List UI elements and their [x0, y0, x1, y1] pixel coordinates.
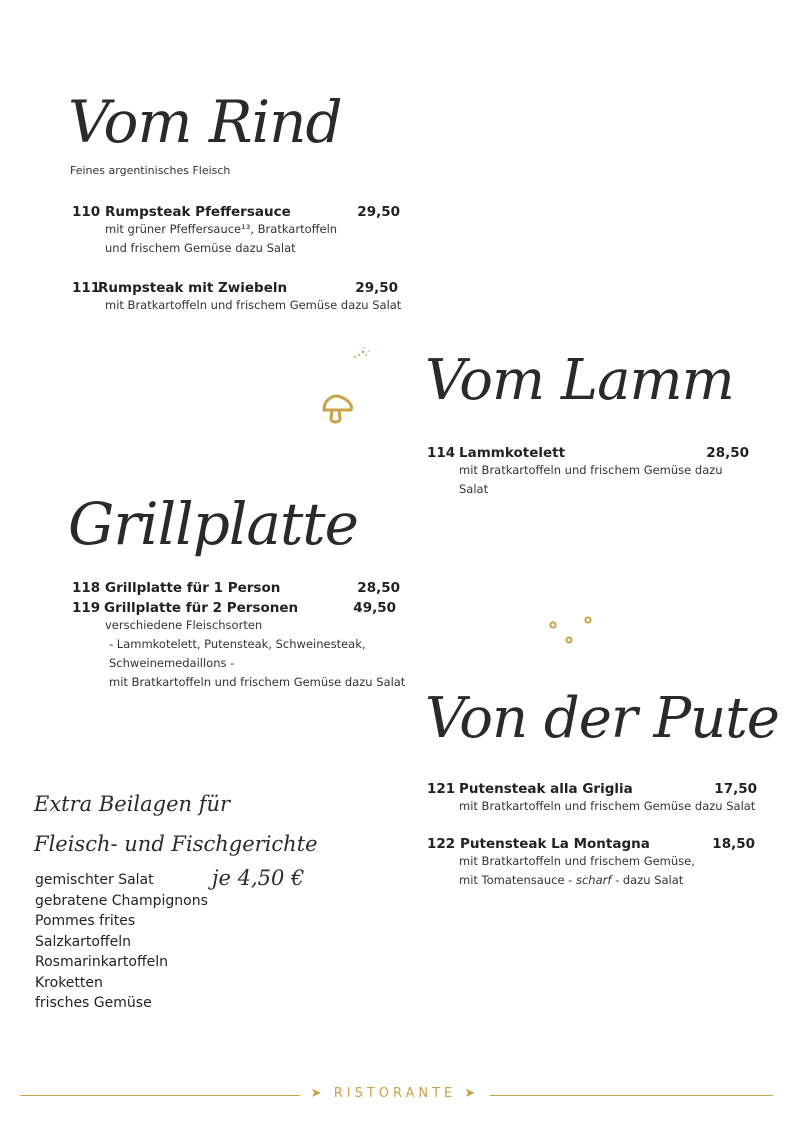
item-description: verschiedene Fleischsorten: [105, 618, 263, 632]
section-title-grill: Grillplatte: [68, 490, 358, 558]
menu-item-122: [427, 836, 755, 890]
footer-brand: [300, 1086, 490, 1101]
item-name: Lammkotelett: [459, 445, 566, 461]
item-price: 17,50: [714, 781, 757, 797]
menu-item-119: [72, 600, 412, 692]
item-number: 118: [72, 580, 101, 596]
item-description: mit grüner Pfeffersauce¹³, Bratkartoffeln: [105, 222, 338, 236]
item-name: Putensteak La Montagna: [460, 836, 650, 852]
sparkle-icon: [352, 346, 374, 360]
menu-item-121: [427, 781, 757, 816]
section-subtitle-rind: Feines argentinisches Fleisch: [70, 164, 231, 177]
mushroom-icon: [320, 392, 356, 426]
item-name: Grillplatte für 2 Personen: [104, 600, 299, 616]
item-number: 119: [72, 600, 101, 616]
ring-icon: [545, 612, 595, 646]
list-item: Kroketten: [35, 974, 103, 991]
item-name: Putensteak alla Griglia: [459, 781, 633, 797]
sides-price: je 4,50 €: [212, 866, 305, 890]
sides-subtitle: Fleisch- und Fischgerichte: [34, 832, 318, 856]
list-item: gemischter Salat: [35, 872, 154, 888]
item-description: Schweinemedaillons -: [109, 656, 235, 670]
item-number: 121: [427, 781, 456, 797]
section-title-pute: Von der Pute: [425, 686, 779, 751]
item-price: 18,50: [712, 836, 755, 852]
item-description: mit Bratkartoffeln und frischem Gemüse dazu Salat: [459, 463, 723, 496]
item-description: mit Bratkartoffeln und frischem Gemüse,: [459, 854, 695, 868]
list-item: Rosmarinkartoffeln: [35, 954, 168, 970]
menu-item-110: [72, 204, 400, 258]
item-price: 49,50: [353, 600, 396, 616]
list-item: gebratene Champignons: [35, 892, 208, 909]
item-number: 114: [427, 445, 456, 461]
item-number: 111: [72, 280, 101, 296]
item-name: Grillplatte für 1 Person: [105, 580, 281, 596]
menu-item-118: [72, 580, 400, 596]
item-name: Rumpsteak mit Zwiebeln: [98, 280, 288, 296]
item-price: 29,50: [355, 280, 398, 296]
section-title-lamm: Vom Lamm: [425, 348, 734, 413]
arrow-right-icon: ➤: [310, 1086, 326, 1101]
menu-item-114: [427, 445, 749, 499]
footer-label: RISTORANTE: [333, 1086, 457, 1101]
item-description: - Lammkotelett, Putensteak, Schweinesteak,: [109, 637, 366, 651]
item-description: mit Bratkartoffeln und frischem Gemüse dazu Salat: [459, 799, 756, 813]
item-number: 110: [72, 204, 101, 220]
section-title-rind: Vom Rind: [68, 88, 342, 156]
item-price: 28,50: [357, 580, 400, 596]
item-description: mit Bratkartoffeln und frischem Gemüse dazu Salat: [105, 298, 402, 312]
arrow-left-icon: ➤: [464, 1086, 480, 1101]
item-description: mit Bratkartoffeln und frischem Gemüse dazu Salat: [109, 675, 406, 689]
item-number: 122: [427, 836, 456, 852]
sides-title: Extra Beilagen für: [34, 792, 231, 816]
item-price: 29,50: [357, 204, 400, 220]
sides-list: [35, 870, 208, 1014]
menu-item-111: [72, 280, 412, 315]
item-description: mit Tomatensauce - scharf - dazu Salat: [459, 873, 684, 887]
list-item: Pommes frites: [35, 913, 136, 929]
item-price: 28,50: [706, 445, 749, 461]
list-item: Salzkartoffeln: [35, 933, 131, 950]
item-name: Rumpsteak Pfeffersauce: [105, 204, 291, 220]
list-item: frisches Gemüse: [35, 995, 152, 1011]
item-description: und frischem Gemüse dazu Salat: [105, 241, 296, 255]
